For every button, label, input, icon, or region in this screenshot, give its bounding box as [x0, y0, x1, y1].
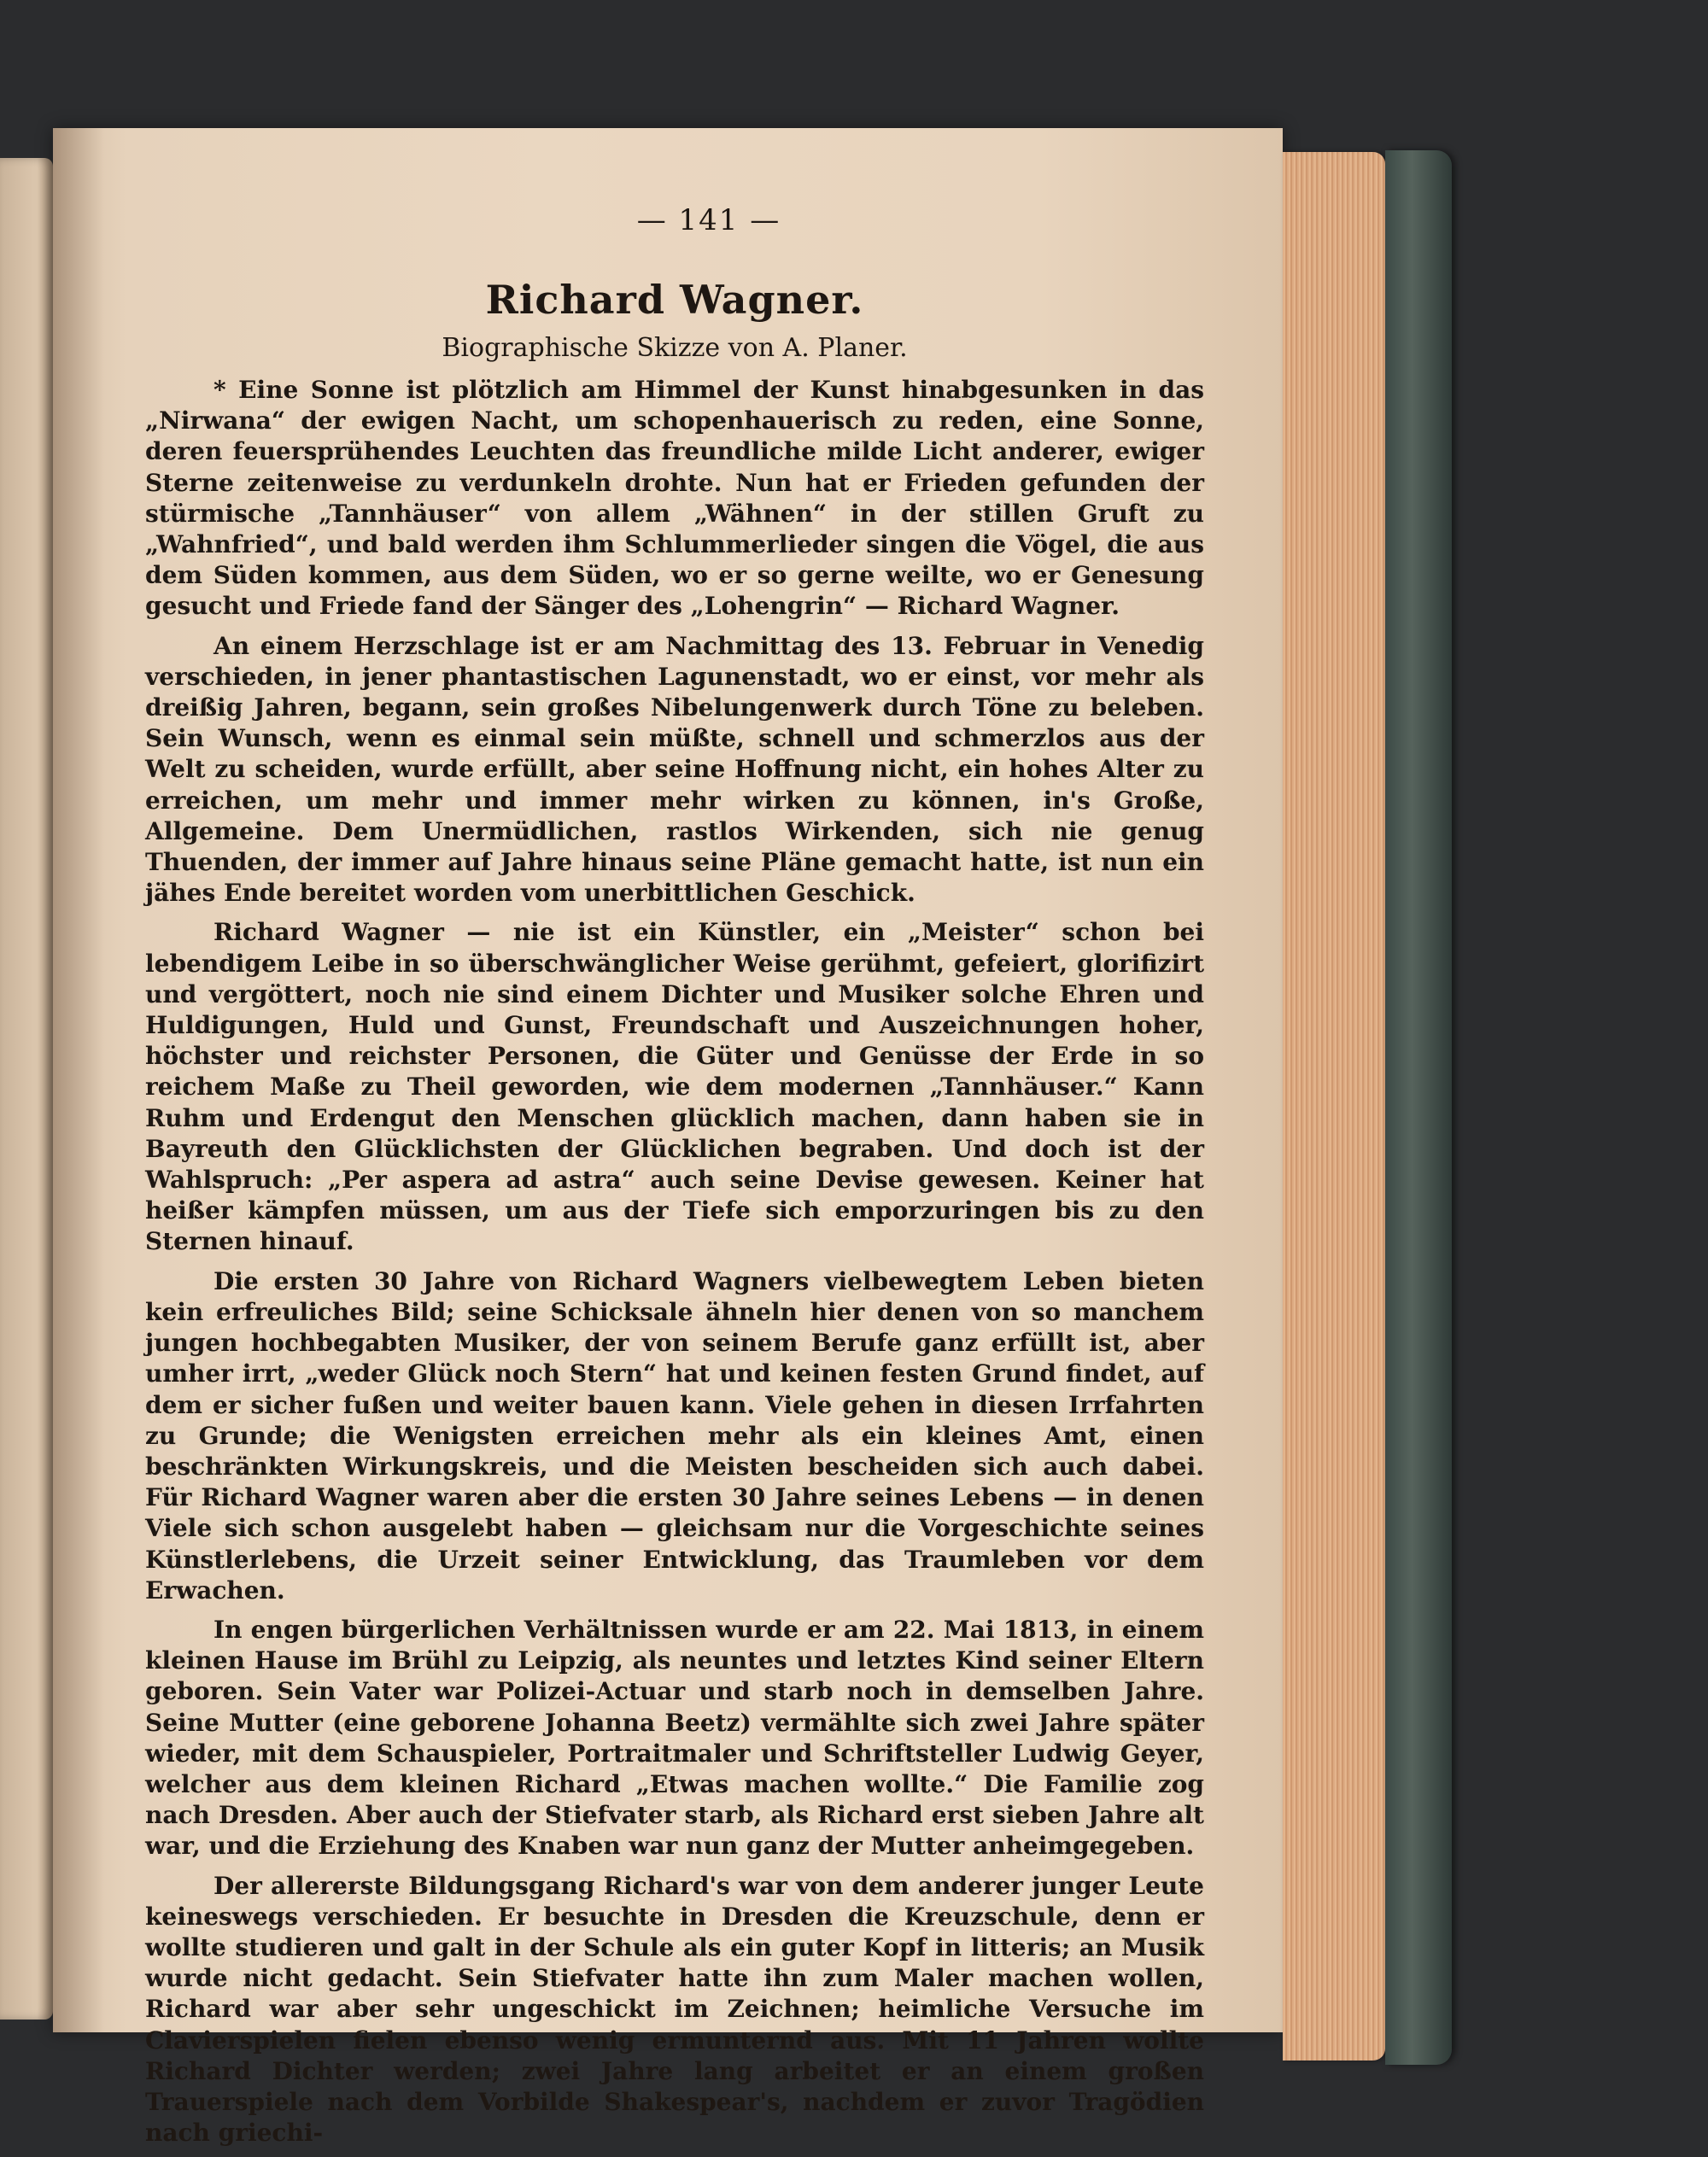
page-content	[145, 203, 1204, 2157]
paragraph: An einem Herzschlage ist er am Nachmittag des 13. Februar in Venedig verschieden, in jener phantastischen Lagunenstadt, wo er einst, vor mehr als dreißig Jahren, begann, sein großes Nibelungenwerk durch Töne zu beleben. Sein Wunsch, wenn es einmal sein müßte, schnell und schmerzlos aus der Welt zu scheiden, wurde erfüllt, aber seine Hoffnung nicht, ein hohes Alter zu erreichen, um mehr und immer mehr wirken zu können, in's Große, Allgemeine. Dem Unermüdlichen, rastlos Wirkenden, sich nie genug Thuenden, der immer auf Jahre hinaus seine Pläne gemacht hatte, ist nun ein jähes Ende bereitet worden vom unerbittlichen Geschick.	[145, 631, 1204, 908]
paragraph: * Eine Sonne ist plötzlich am Himmel der Kunst hinabgesunken in das „Nirwana“ der ewigen Nacht, um schopenhauerisch zu reden, eine Sonne, deren feuersprühendes Leuchten das freundliche milde Licht anderer, ewiger Sterne zeitenweise zu verdunkeln drohte. Nun hat er Frieden gefunden der stürmische „Tannhäuser“ von allem „Wähnen“ in der stillen Gruft zu „Wahnfried“, und bald werden ihm Schlummerlieder singen die Vögel, die aus dem Süden kommen, aus dem Süden, wo er so gerne weilte, wo er Genesung gesucht und Friede fand der Sänger des „Lohengrin“ — Richard Wagner.	[145, 376, 1204, 621]
page-number: — 141 —	[636, 203, 781, 237]
paragraph: Der allererste Bildungsgang Richard's war von dem anderer junger Leute keineswegs verschieden. Er besuchte in Dresden die Kreuzschule, denn er wollte studieren und galt in der Schule als ein guter Kopf in litteris; an Musik wurde nicht gedacht. Sein Stiefvater hatte ihn zum Maler machen wollen, Richard war aber sehr ungeschickt im Zeichnen; heimliche Versuche im Clavierspielen fielen ebenso wenig ermunternd aus. Mit 11 Jahren wollte Richard Dichter werden; zwei Jahre lang arbeitet er an einem großen Trauerspiele nach dem Vorbilde Shakespear's, nachdem er zuvor Tragödien nach griechi-	[145, 1871, 1204, 2148]
left-page-edge	[0, 158, 53, 2020]
paragraph: In engen bürgerlichen Verhältnissen wurde er am 22. Mai 1813, in einem kleinen Hause im Brühl zu Leipzig, als neuntes und letztes Kind seiner Eltern geboren. Sein Vater war Polizei-Actuar und starb noch in demselben Jahre. Seine Mutter (eine geborene Johanna Beetz) vermählte sich zwei Jahre später wieder, mit dem Schauspieler, Portraitmaler und Schriftsteller Ludwig Geyer, welcher aus dem kleinen Richard „Etwas machen wollte.“ Die Familie zog nach Dresden. Aber auch der Stiefvater starb, als Richard erst sieben Jahre alt war, und die Erziehung des Knaben war nun ganz der Mutter anheimgegeben.	[145, 1615, 1204, 1861]
paragraph: Die ersten 30 Jahre von Richard Wagners vielbewegtem Leben bieten kein erfreuliches Bild; seine Schicksale ähneln hier denen von so manchem jungen hochbegabten Musiker, der von seinem Berufe ganz erfüllt ist, aber umher irrt, „weder Glück noch Stern“ hat und keinen festen Grund findet, auf dem er sicher fußen und weiter bauen kann. Viele gehen in diesen Irrfahrten zu Grunde; die Wenigsten erreichen mehr als ein kleines Amt, einen beschränkten Wirkungskreis, und die Meisten bescheiden sich auch dabei. Für Richard Wagner waren aber die ersten 30 Jahre seines Lebens — in denen Viele sich schon ausgelebt haben — gleichsam nur die Vorgeschichte seines Künstlerlebens, die Urzeit seiner Entwicklung, das Traumleben vor dem Erwachen.	[145, 1266, 1204, 1605]
article-title: Richard Wagner.	[485, 277, 864, 323]
page-edges	[1283, 152, 1385, 2061]
paragraph: Richard Wagner — nie ist ein Künstler, ein „Meister“ schon bei lebendigem Leibe in so überschwänglicher Weise gerühmt, gefeiert, glorifizirt und vergöttert, noch nie sind einem Dichter und Musiker solche Ehren und Huldigungen, Huld und Gunst, Freundschaft und Auszeichnungen hoher, höchster und reichster Personen, die Güter und Genüsse der Erde in so reichem Maße zu Theil geworden, wie dem modernen „Tannhäuser.“ Kann Ruhm und Erdengut den Menschen glücklich machen, dann haben sie in Bayreuth den Glücklichsten der Glücklichen begraben. Und doch ist der Wahlspruch: „Per aspera ad astra“ auch seine Devise gewesen. Keiner hat heißer kämpfen müssen, um aus der Tiefe sich emporzuringen bis zu den Sternen hinauf.	[145, 918, 1204, 1256]
article-subtitle: Biographische Skizze von A. Planer.	[442, 333, 908, 363]
book-cover	[1385, 150, 1452, 2065]
gutter-shadow	[53, 128, 104, 2032]
